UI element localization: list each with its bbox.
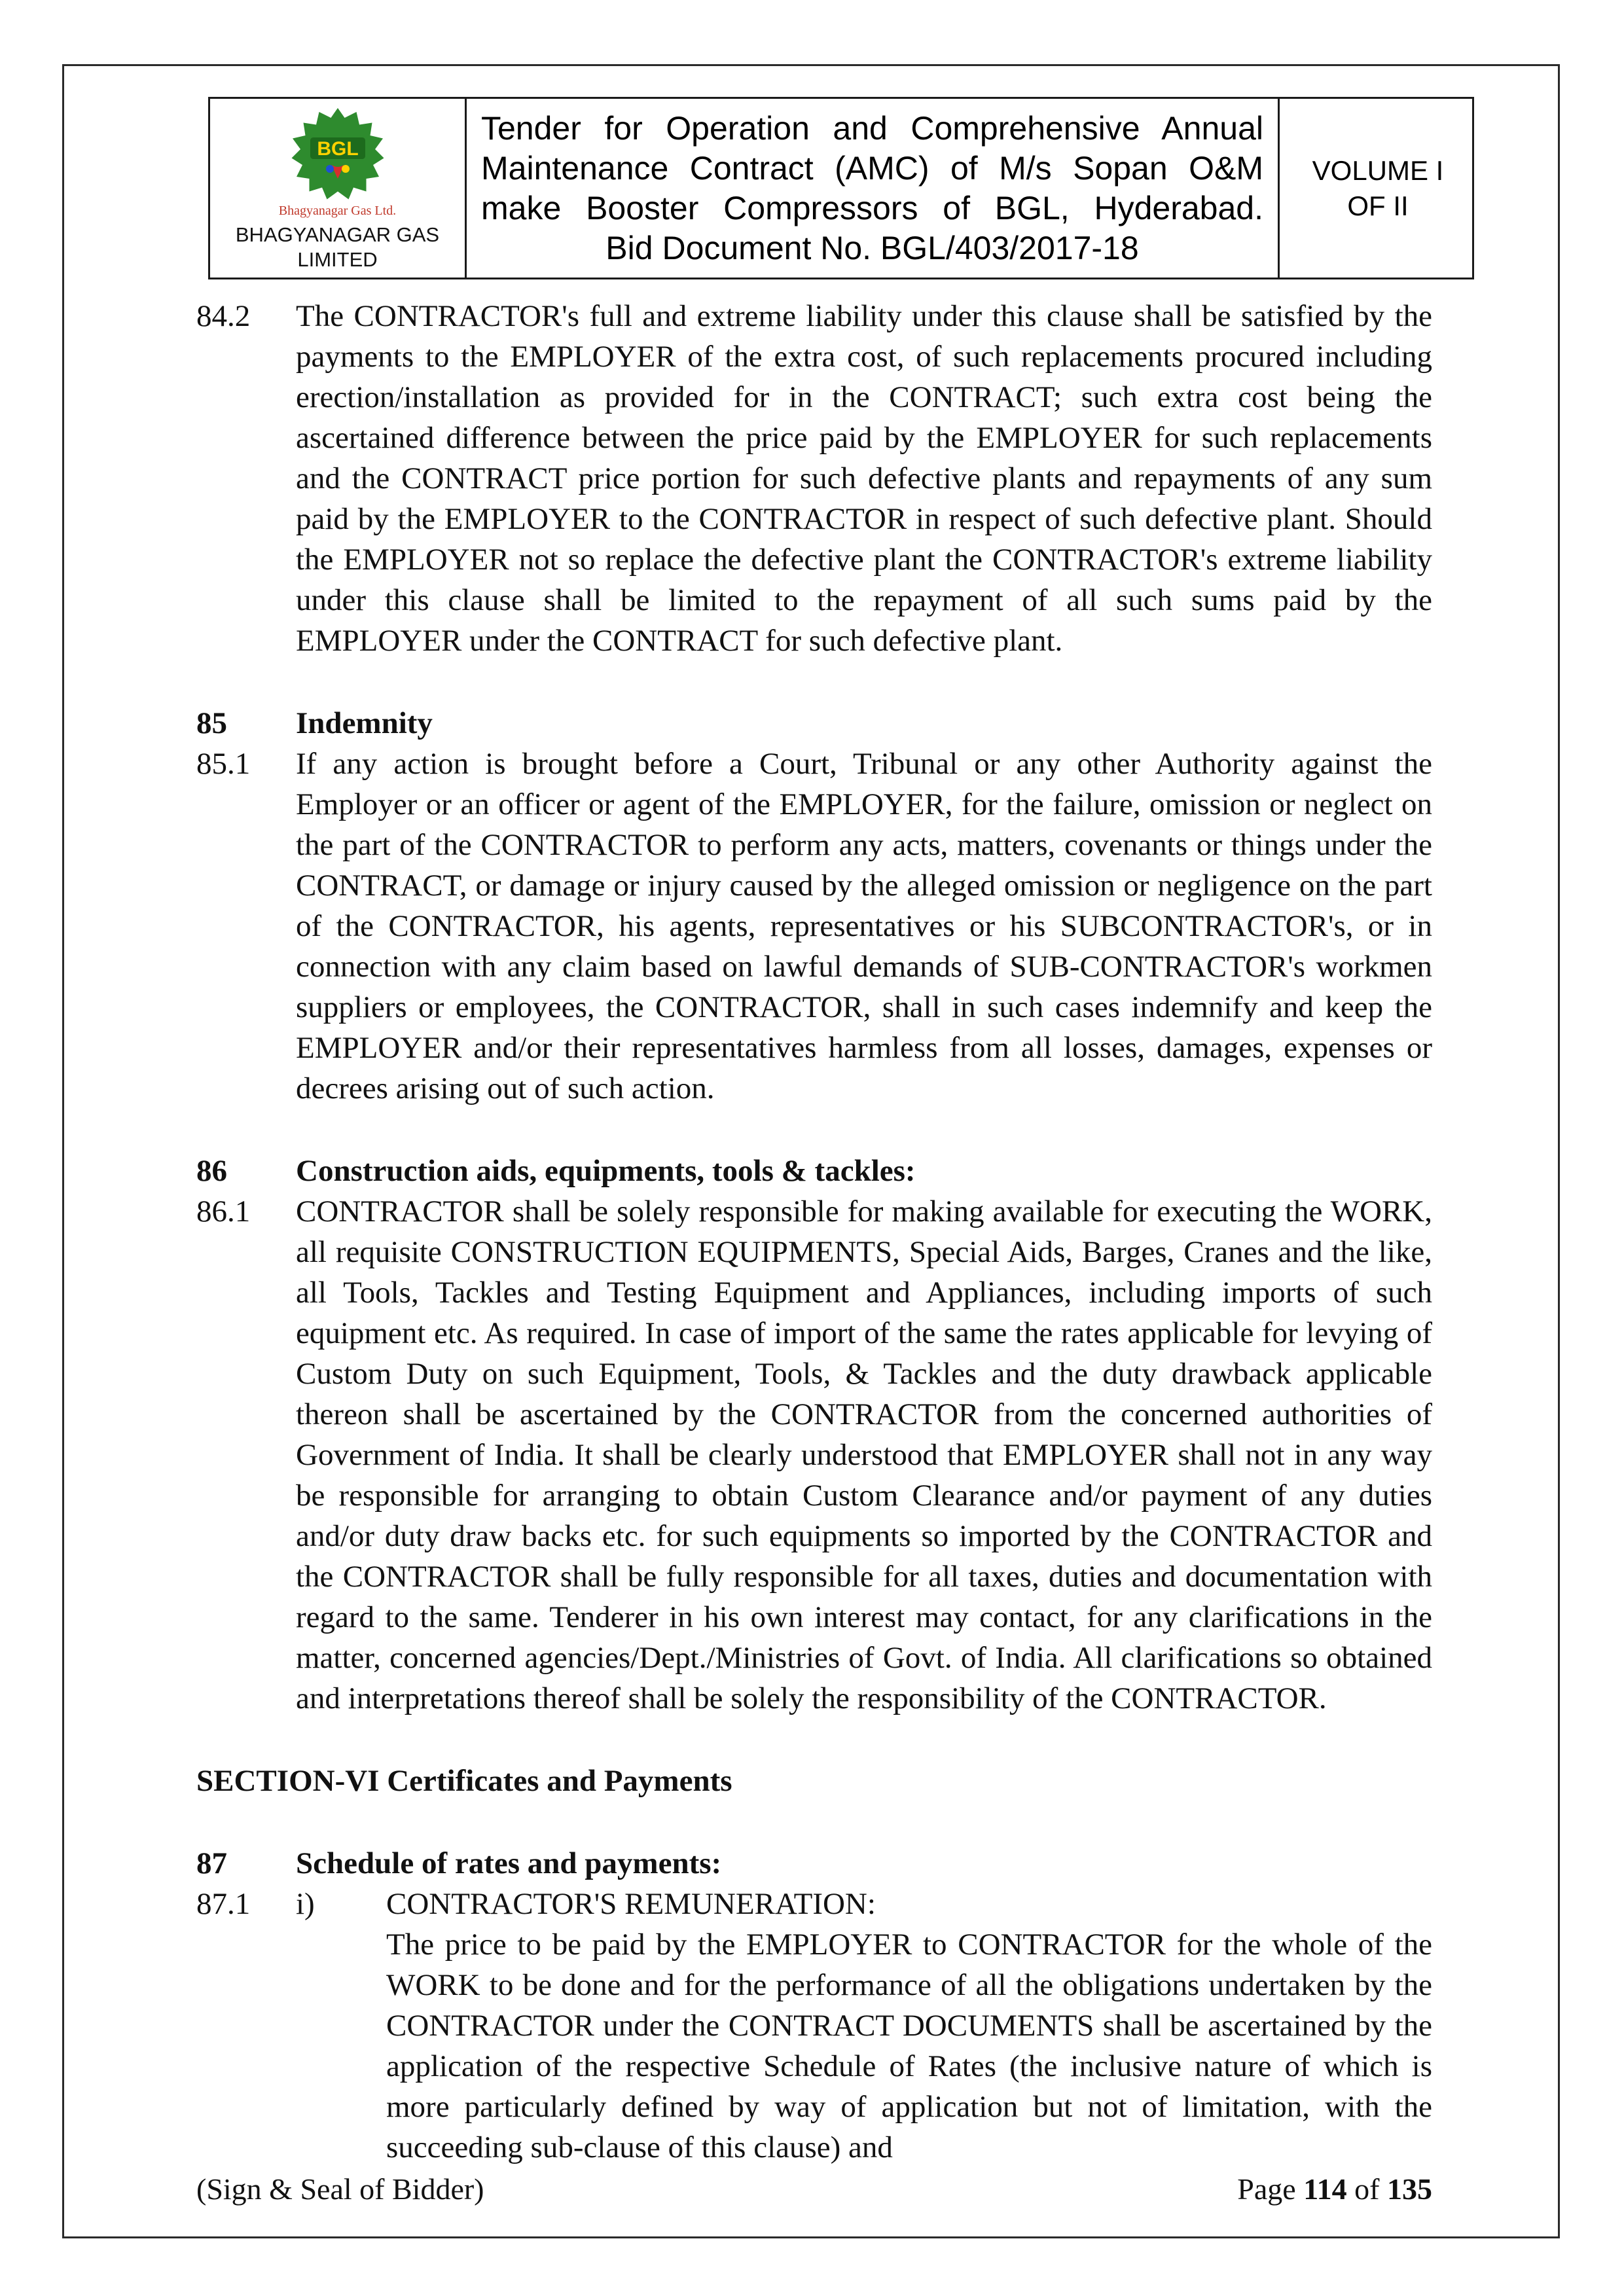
clause-text: The price to be paid by the EMPLOYER to CONTRACTOR for the whole of the WORK to be done and for the performance of all the obligations undertaken by the CONTRACTOR under the CONTRACT DOCUMENTS shall be ascertained by the application of the respective Schedule of Rates (the inclusive nature of which is more particularly defined by way of application but not of limitation, with the succeeding sub-clause of this clause) and (386, 1928, 1432, 2164)
header-title-cell (467, 99, 1280, 278)
bid-document-number: Bid Document No. BGL/403/2017-18 (605, 229, 1139, 266)
page-number: 114 (1303, 2172, 1347, 2206)
sign-seal-note: (Sign & Seal of Bidder) (196, 2172, 484, 2206)
clause-subitem-marker: i) (296, 1887, 315, 1921)
volume-line2: OF II (1347, 190, 1409, 221)
page-total: 135 (1387, 2172, 1432, 2206)
clause-87-1 (196, 1884, 1432, 2168)
volume-line1: VOLUME I (1312, 154, 1444, 186)
clause-text: If any action is brought before a Court, Tribunal or any other Authority against the Employer or an officer or agent of the EMPLOYER, for the failure, omission or neglect on the part of the CONTRACTOR to perform any acts, matters, covenants or things under the CONTRACT, or damage or injury caused by the alleged omission or negligence on the part of the CONTRACTOR, his agents, representatives or his SUBCONTRACTOR's, or in connection with any claim based on lawful demands of SUB-CONTRACTOR's workmen suppliers or employees, the CONTRACTOR, shall in such cases indemnify and keep the EMPLOYER and/or their representatives harmless from all losses, damages, expenses or decrees arising out of such action. (296, 747, 1432, 1105)
org-name-line1: BHAGYANAGAR GAS (235, 223, 440, 246)
header-table (208, 97, 1474, 279)
heading-number: 87 (196, 1846, 227, 1880)
heading-85 (196, 703, 1432, 744)
heading-title: Indemnity (296, 706, 433, 740)
org-name-line2: LIMITED (297, 248, 378, 271)
document-body (196, 296, 1432, 2168)
bgl-logo-icon (289, 104, 387, 202)
tender-title: Tender for Operation and Comprehensive Annual Maintenance Contract (AMC) of M/s Sopan O&M make Booster Compressors of BGL, Hyderabad. (481, 109, 1263, 226)
heading-number: 86 (196, 1154, 227, 1188)
clause-body (386, 1884, 1432, 2168)
org-name (236, 223, 439, 272)
page-footer (196, 2172, 1432, 2206)
clause-subtitle: CONTRACTOR'S REMUNERATION: (386, 1887, 876, 1921)
heading-86 (196, 1151, 1432, 1191)
heading-number: 85 (196, 706, 227, 740)
clause-number: 87.1 (196, 1887, 251, 1921)
page-number-indicator (1237, 2172, 1432, 2206)
clause-86-1 (196, 1191, 1432, 1719)
clause-number: 86.1 (196, 1194, 251, 1229)
clause-text: The CONTRACTOR's full and extreme liability under this clause shall be satisfied by the payments to the EMPLOYER of the extra cost, of such replacements procured including erection/installation as provided for in the CONTRACT; such extra cost being the ascertained difference between the price paid by the EMPLOYER for such replacements and the CONTRACT price portion for such defective plants and repayments of any sum paid by the EMPLOYER to the CONTRACTOR in respect of such defective plant. Should the EMPLOYER not so replace the defective plant the CONTRACTOR's extreme liability under this clause shall be limited to the repayment of all such sums paid by the EMPLOYER under the CONTRACT for such defective plant. (296, 299, 1432, 658)
clause-number: 85.1 (196, 747, 251, 781)
header-volume-cell (1280, 99, 1476, 278)
heading-title: Schedule of rates and payments: (296, 1846, 722, 1880)
of-label: of (1354, 2172, 1380, 2206)
clause-84-2 (196, 296, 1432, 661)
logo-caption: Bhagyanagar Gas Ltd. (278, 204, 397, 218)
heading-title: Construction aids, equipments, tools & tackles: (296, 1154, 916, 1188)
clause-number: 84.2 (196, 299, 251, 333)
page-label: Page (1237, 2172, 1296, 2206)
clause-85-1 (196, 744, 1432, 1109)
svg-text:BGL: BGL (316, 138, 359, 160)
header-logo-cell (210, 99, 467, 278)
section-vi-heading: SECTION-VI Certificates and Payments (196, 1764, 732, 1798)
heading-87 (196, 1843, 1432, 1884)
clause-text: CONTRACTOR shall be solely responsible for making available for executing the WORK, all requisite CONSTRUCTION EQUIPMENTS, Special Aids, Barges, Cranes and the like, all Tools, Tackles and Testing Equipment and Appliances, including imports of such equipment etc. As required. In case of import of the same the rates applicable for levying of Custom Duty on such Equipment, Tools, & Tackles and the duty drawback applicable thereon shall be ascertained by the CONTRACTOR from the concerned authorities of Government of India. It shall be clearly understood that EMPLOYER shall not in any way be responsible for arranging to obtain Custom Clearance and/or payment of any duties and/or duty draw backs etc. for such equipments so imported by the CONTRACTOR and the CONTRACTOR shall be fully responsible for all taxes, duties and documentation with regard to the same. Tenderer in his own interest may contact, for any clarifications in the matter, concerned agencies/Dept./Ministries of Govt. of India. All clarifications so obtained and interpretations thereof shall be solely the responsibility of the CONTRACTOR. (296, 1194, 1432, 1715)
